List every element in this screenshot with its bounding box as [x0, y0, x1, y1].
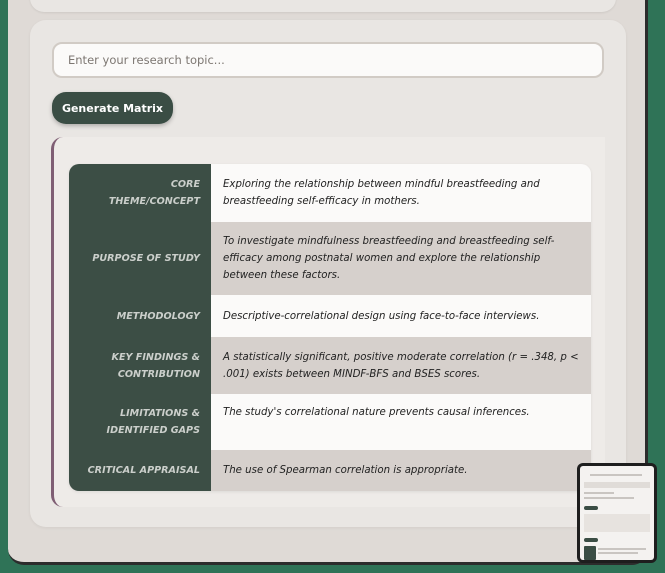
- matrix-row-purpose: [69, 222, 591, 295]
- thumb-line: [598, 552, 638, 554]
- thumbnail-preview: [580, 466, 654, 560]
- matrix-row-label: METHODOLOGY: [69, 295, 211, 337]
- matrix-row-label: CRITICAL APPRAISAL: [69, 450, 211, 491]
- thumb-line: [584, 497, 634, 499]
- matrix-row-value: A statistically significant, positive moderate correlation (r = .348, p < .001) exists between MINDF-BFS and BSES scores.: [211, 337, 591, 394]
- thumb-line: [598, 548, 646, 550]
- thumb-button: [584, 506, 598, 510]
- thumb-button: [584, 538, 598, 542]
- matrix-row-limitations: [69, 394, 591, 450]
- matrix-row-value: Exploring the relationship between mindful breastfeeding and breastfeeding self-efficacy in mothers.: [211, 164, 591, 222]
- thumb-line: [584, 492, 614, 494]
- matrix-row-value: The use of Spearman correlation is appropriate.: [211, 450, 591, 491]
- previous-card: [30, 0, 616, 12]
- matrix-row-critical-appraisal: [69, 450, 591, 491]
- thumb-line: [584, 514, 650, 532]
- thumb-line: [584, 482, 650, 488]
- generate-matrix-button[interactable]: Generate Matrix: [52, 92, 173, 124]
- matrix-row-methodology: [69, 295, 591, 337]
- matrix-row-label: CORE THEME/CONCEPT: [69, 164, 211, 222]
- matrix-row-core-theme: [69, 164, 591, 222]
- research-matrix-table: [69, 164, 591, 491]
- matrix-row-label: KEY FINDINGS & CONTRIBUTION: [69, 337, 211, 394]
- screenshot-thumbnail[interactable]: [577, 463, 657, 563]
- matrix-row-value: The study's correlational nature prevents causal inferences.: [211, 394, 591, 450]
- matrix-row-label: PURPOSE OF STUDY: [69, 222, 211, 295]
- matrix-row-value: To investigate mindfulness breastfeeding and breastfeeding self-efficacy among postnatal women and explore the relationship between these factors.: [211, 222, 591, 295]
- thumb-label-column: [584, 546, 596, 560]
- matrix-row-value: Descriptive-correlational design using face-to-face interviews.: [211, 295, 591, 337]
- research-topic-input[interactable]: [52, 42, 604, 78]
- matrix-row-label: LIMITATIONS & IDENTIFIED GAPS: [69, 394, 211, 450]
- thumb-line: [590, 474, 642, 476]
- matrix-row-key-findings: [69, 337, 591, 394]
